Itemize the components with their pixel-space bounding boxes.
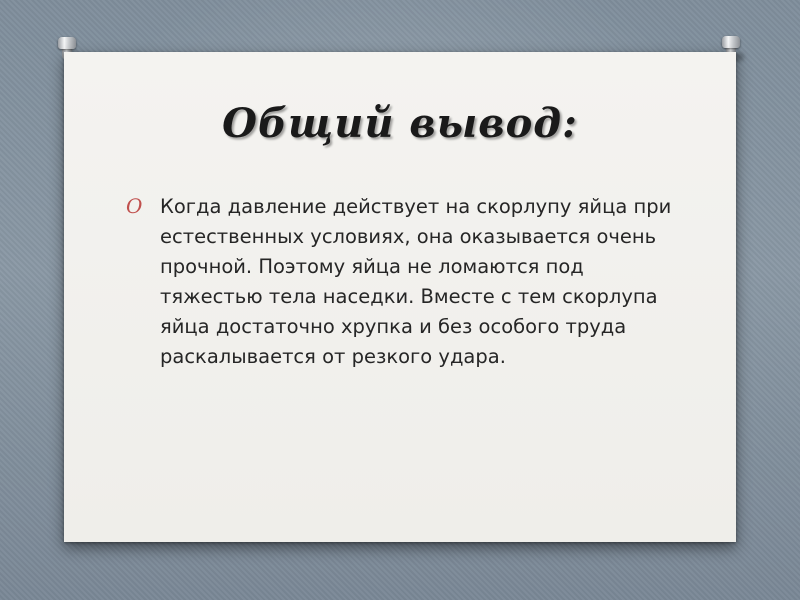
slide-card [64, 52, 736, 542]
bullet-marker-icon: O [126, 194, 143, 218]
slide-title: Общий вывод: [222, 100, 578, 147]
bullet-text: Когда давление действует на скорлупу яйца при естественных условиях, она оказывается очень прочной. Поэтому яйца не ломаются под тяжестью тела наседки. Вместе с тем скорлупа яйца достаточно хрупка и без особого труда раскалывается от резкого удара. [160, 195, 672, 368]
